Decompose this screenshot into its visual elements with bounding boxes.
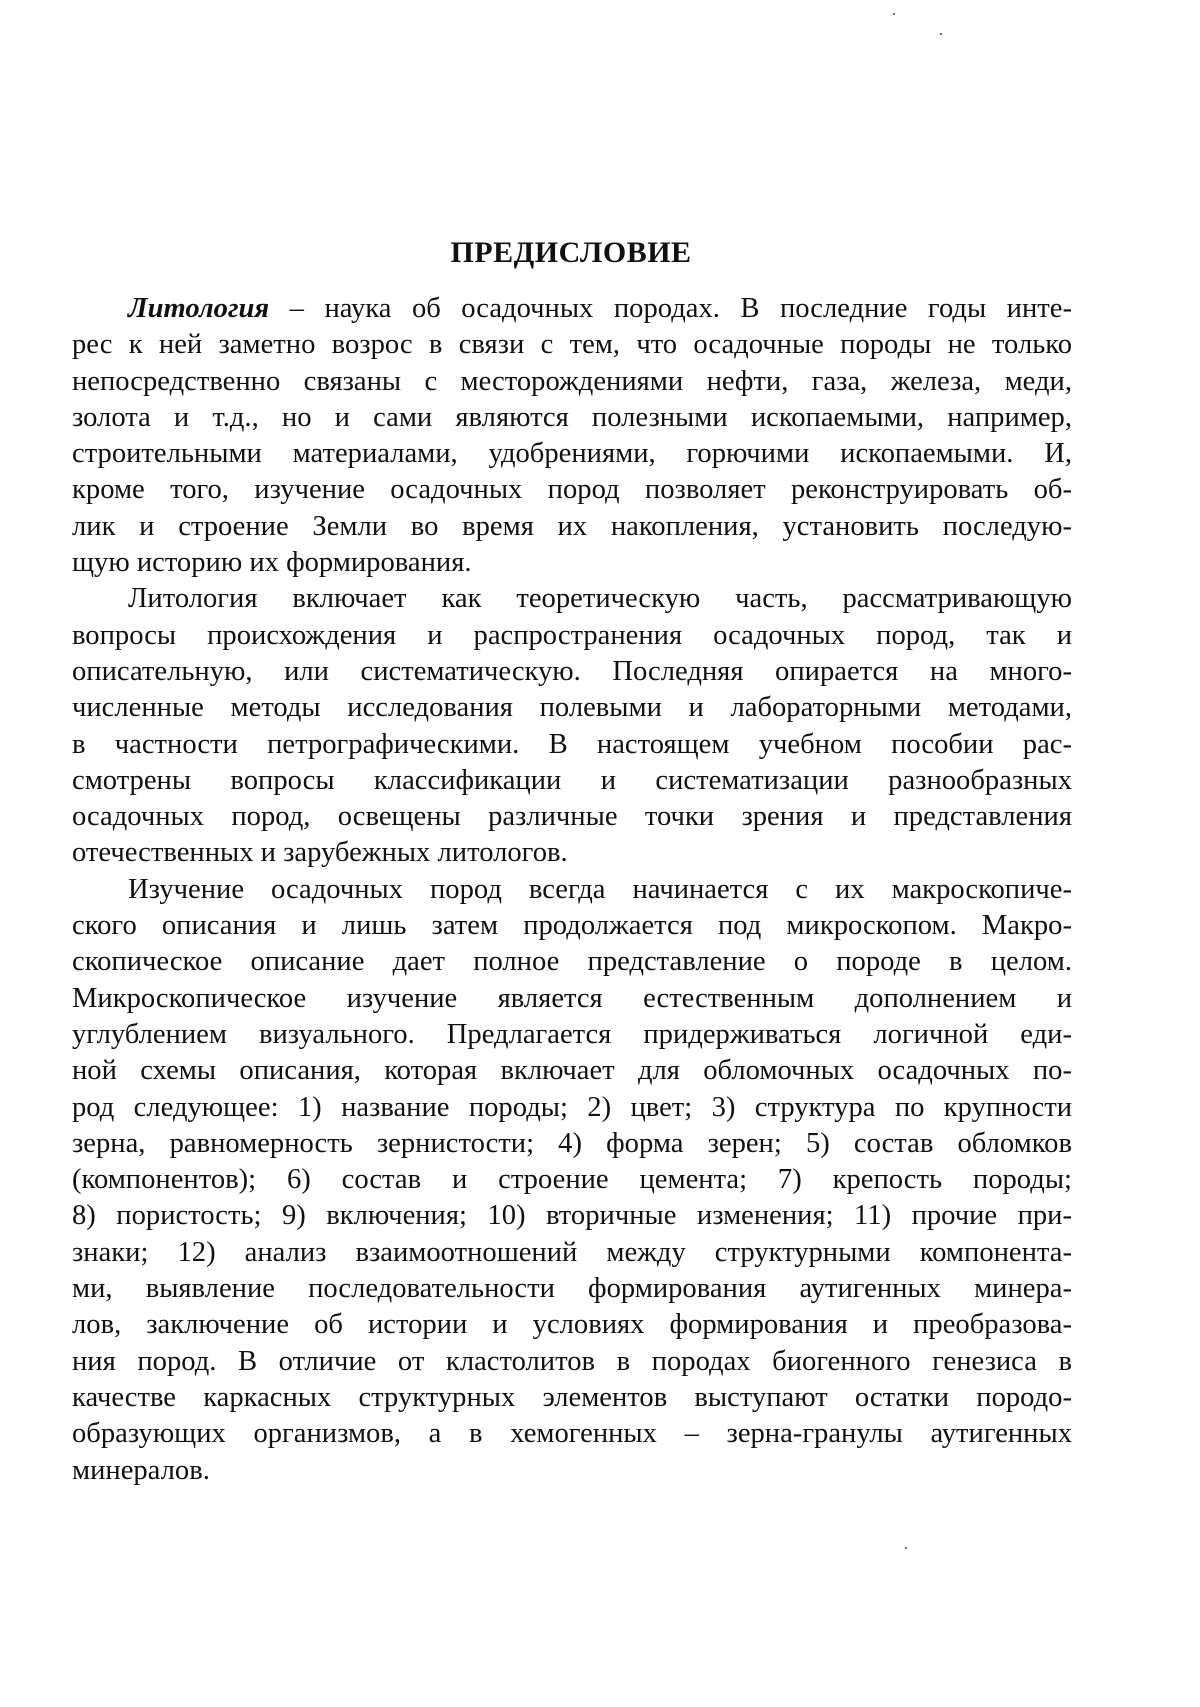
text-line: минералов.	[72, 1454, 210, 1486]
paragraph-1	[72, 291, 1072, 581]
text-line: Изучение осадочных пород всегда начинается с их макроскопиче-	[128, 873, 1072, 905]
text-line: скопическое описание дает полное представление о породе в целом.	[72, 946, 1072, 978]
text-line: ной схемы описания, которая включает для обломочных осадочных по-	[72, 1055, 1072, 1087]
text-line: вопросы происхождения и распространения осадочных пород, так и	[72, 619, 1072, 651]
text-line: углублением визуального. Предлагается придерживаться логичной еди-	[72, 1018, 1072, 1050]
scan-speck	[893, 13, 895, 15]
text-line: описательную, или систематическую. Последняя опирается на много-	[72, 655, 1072, 687]
text-line: осадочных пород, освещены различные точки зрения и представления	[72, 801, 1072, 833]
paragraph-3	[72, 872, 1072, 1489]
text-line: ми, выявление последовательности формирования аутигенных минера-	[72, 1273, 1072, 1305]
text-line: кроме того, изучение осадочных пород позволяет реконструировать об-	[72, 474, 1072, 506]
text-line: зерна, равномерность зернистости; 4) форма зерен; 5) состав обломков	[72, 1127, 1072, 1159]
paragraph-2	[72, 581, 1072, 871]
text-line: образующих организмов, а в хемогенных – зерна-гранулы аутигенных	[72, 1418, 1072, 1450]
text-line-content: – наука об осадочных породах. В последние годы инте-	[269, 293, 1072, 324]
text-line: лов, заключение об истории и условиях формирования и преобразова-	[72, 1309, 1072, 1341]
text-line: в частности петрографическими. В настоящем учебном пособии рас-	[72, 728, 1072, 760]
text-line	[72, 291, 1072, 327]
text-line: (компонентов); 6) состав и строение цемента; 7) крепость породы;	[72, 1164, 1072, 1196]
scan-speck	[905, 1547, 907, 1549]
text-line: смотрены вопросы классификации и систематизации разнообразных	[72, 764, 1072, 796]
text-line: род следующее: 1) название породы; 2) цвет; 3) структура по крупности	[72, 1091, 1072, 1123]
text-line: отечественных и зарубежных литологов.	[72, 837, 568, 869]
text-line: ского описания и лишь затем продолжается под микроскопом. Макро-	[72, 910, 1072, 942]
text-line: знаки; 12) анализ взаимоотношений между структурными компонента-	[72, 1236, 1072, 1268]
scan-speck	[940, 33, 942, 35]
page-heading: ПРЕДИСЛОВИЕ	[450, 236, 692, 269]
text-line: 8) пористость; 9) включения; 10) вторичные изменения; 11) прочие при-	[72, 1200, 1072, 1232]
term-lithology: Литология	[128, 293, 270, 324]
text-line: ния пород. В отличие от кластолитов в породах биогенного генезиса в	[72, 1345, 1072, 1377]
text-line: непосредственно связаны с месторождениями нефти, газа, железа, меди,	[72, 365, 1072, 397]
body-text	[72, 291, 1072, 1489]
text-line: Литология включает как теоретическую часть, рассматривающую	[128, 583, 1072, 615]
text-line: Микроскопическое изучение является естественным дополнением и	[72, 982, 1072, 1014]
text-line: численные методы исследования полевыми и лабораторными методами,	[72, 692, 1072, 724]
text-line: лик и строение Земли во время их накопления, установить последую-	[72, 510, 1072, 542]
text-line: качестве каркасных структурных элементов выступают остатки породо-	[72, 1381, 1072, 1413]
text-line: рес к ней заметно возрос в связи с тем, что осадочные породы не только	[72, 329, 1072, 361]
text-line: строительными материалами, удобрениями, горючими ископаемыми. И,	[72, 438, 1072, 470]
text-line: золота и т.д., но и сами являются полезными ископаемыми, например,	[72, 401, 1072, 433]
text-line: щую историю их формирования.	[72, 547, 472, 579]
